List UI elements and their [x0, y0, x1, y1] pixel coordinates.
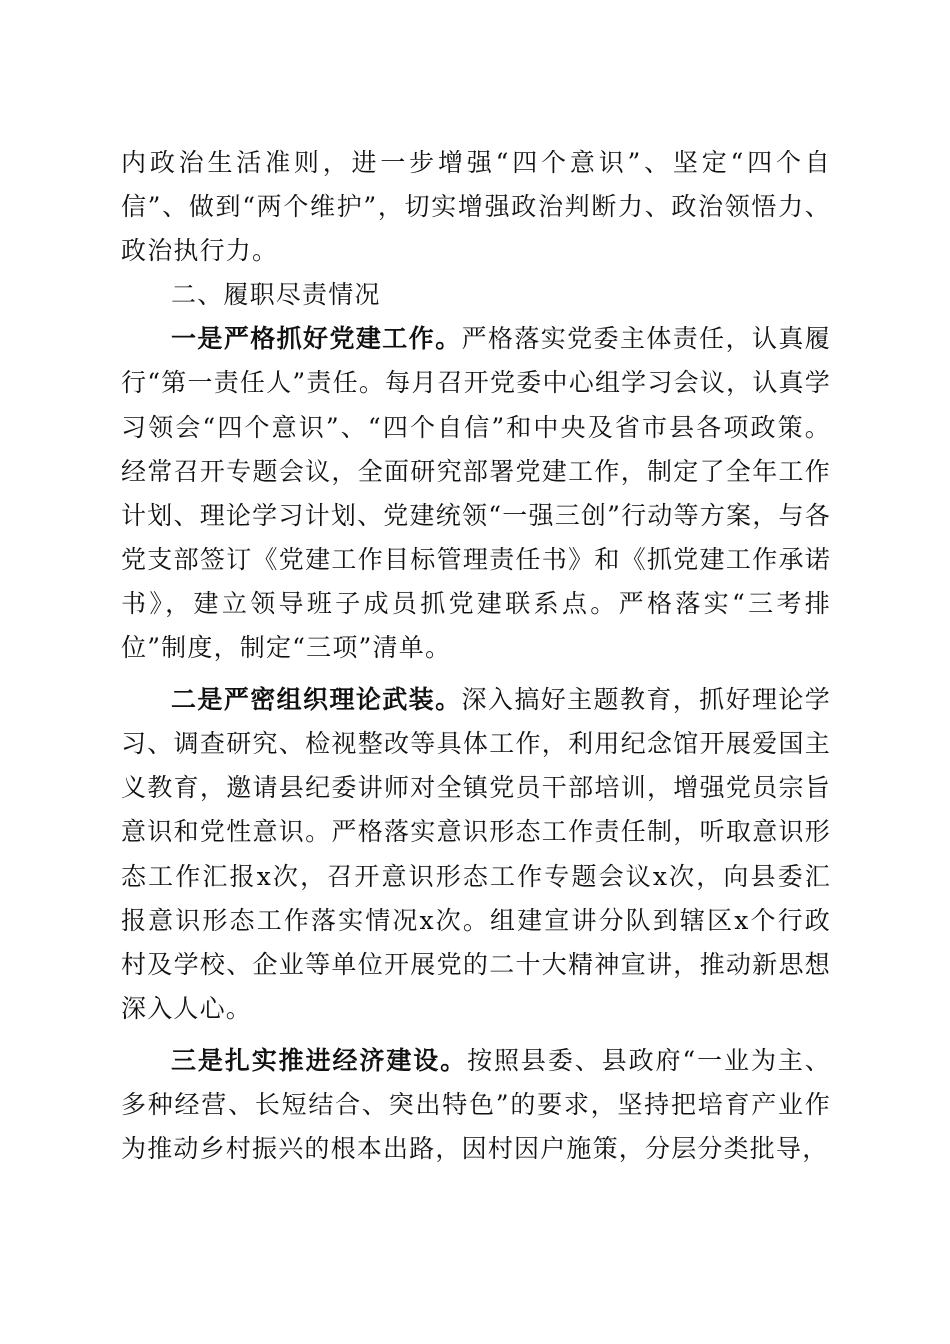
paragraph-party-building	[121, 317, 831, 670]
paragraph-lead: 二是严密组织理论武装。	[171, 685, 462, 715]
paragraph-body: 深入搞好主题教育，抓好理论学习、调查研究、检视整改等具体工作，利用纪念馆开展爱国主义教育，邀请县纪委讲师对全镇党员干部培训，增强党员宗旨意识和党性意识。严格落实意识形态工作责任制，听取意识形态工作汇报x次，召开意识形态工作专题会议x次，向县委汇报意识形态工作落实情况x次。组建宣讲分队到辖区x个行政村及学校、企业等单位开展党的二十大精神宣讲，推动新思想深入人心。	[121, 685, 832, 1023]
paragraph-lead: 三是扎实推进经济建设。	[171, 1045, 468, 1075]
paragraph-lead: 一是严格抓好党建工作。	[171, 324, 462, 354]
paragraph-theory-armament	[121, 678, 831, 1031]
body-text	[121, 141, 831, 1171]
paragraph-economic-construction	[121, 1039, 831, 1171]
continuation-paragraph: 内政治生活准则，进一步增强“四个意识”、坚定“四个自信”、做到“两个维护”，切实增强政治判断力、政治领悟力、政治执行力。	[121, 148, 831, 266]
paragraph-body: 按照县委、县政府“一业为主、多种经营、长短结合、突出特色”的要求，坚持把培育产业作为推动乡村振兴的根本出路，因村因户施策，分层分类批导，	[121, 1045, 831, 1164]
paragraph-body: 严格落实党委主体责任，认真履行“第一责任人”责任。每月召开党委中心组学习会议，认真学习领会“四个意识”、“四个自信”和中央及省市县各项政策。经常召开专题会议，全面研究部署党建工作，制定了全年工作计划、理论学习计划、党建统领“一强三创”行动等方案，与各党支部签订《党建工作目标管理责任书》和《抓党建工作承诺书》，建立领导班子成员抓党建联系点。严格落实“三考排位”制度，制定“三项”清单。	[121, 324, 832, 663]
section-heading: 二、履职尽责情况	[171, 280, 381, 310]
